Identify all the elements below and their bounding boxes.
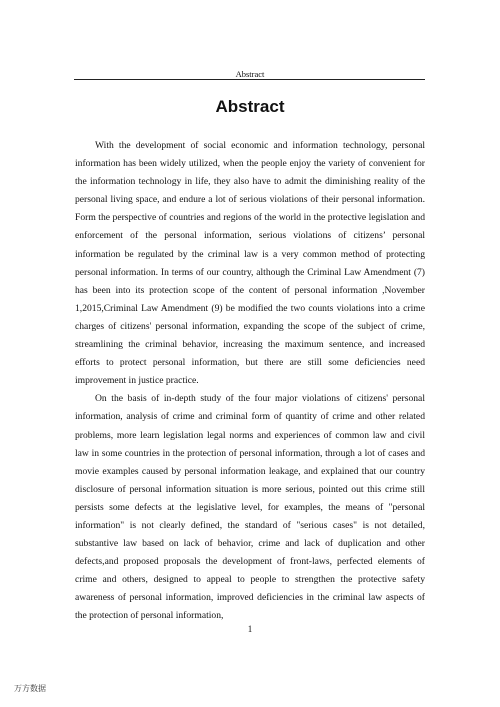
paragraph-2: On the basis of in-depth study of the four major violations of citizens' personal information, analysis of crime and criminal form of quantity of crime and other related problems, more learn legislation legal norms and experiences of common law and civil law in some countries in the protection of personal information, through a lot of cases and movie examples caused by personal information leakage, and explained that our country disclosure of personal information situation is more serious, pointed out this crime still persists some defects at the legislative level, for examples, the means of "personal information" is not clearly defined, the standard of "serious cases" is not detailed, substantive law based on lack of behavior, crime and lack of duplication and other defects,and proposed proposals the development of front-laws, perfected elements of crime and others, designed to appeal to people to strengthen the protective safety awareness of personal information, improved deficiencies in the criminal law aspects of the protection of personal information, xyxy=(75,393,425,622)
source-watermark: 万方数据 xyxy=(14,684,46,693)
page-title: Abstract xyxy=(215,97,285,116)
abstract-body xyxy=(75,137,425,626)
header-divider xyxy=(74,79,425,80)
page-number: 1 xyxy=(247,624,253,634)
running-header: Abstract xyxy=(235,69,265,79)
paragraph-1: With the development of social economic and information technology, personal information has been widely utilized, when the people enjoy the variety of convenient for the information technology in life, they also have to admit the diminishing reality of the personal living space, and endure a lot of serious violations of their personal information. Form the perspective of countries and regions of the world in the protective legislation and enforcement of the personal information, serious violations of citizens’ personal information be regulated by the criminal law is a very common method of protecting personal information. In terms of our country, although the Criminal Law Amendment (7) has been into its protection scope of the content of personal information ,November 1,2015,Criminal Law Amendment (9) be modified the two counts violations into a crime charges of citizens' personal information, expanding the scope of the subject of crime, streamlining the criminal behavior, increasing the maximum sentence, and increased efforts to protect personal information, but there are still some deficiencies need improvement in justice practice. xyxy=(75,140,425,387)
